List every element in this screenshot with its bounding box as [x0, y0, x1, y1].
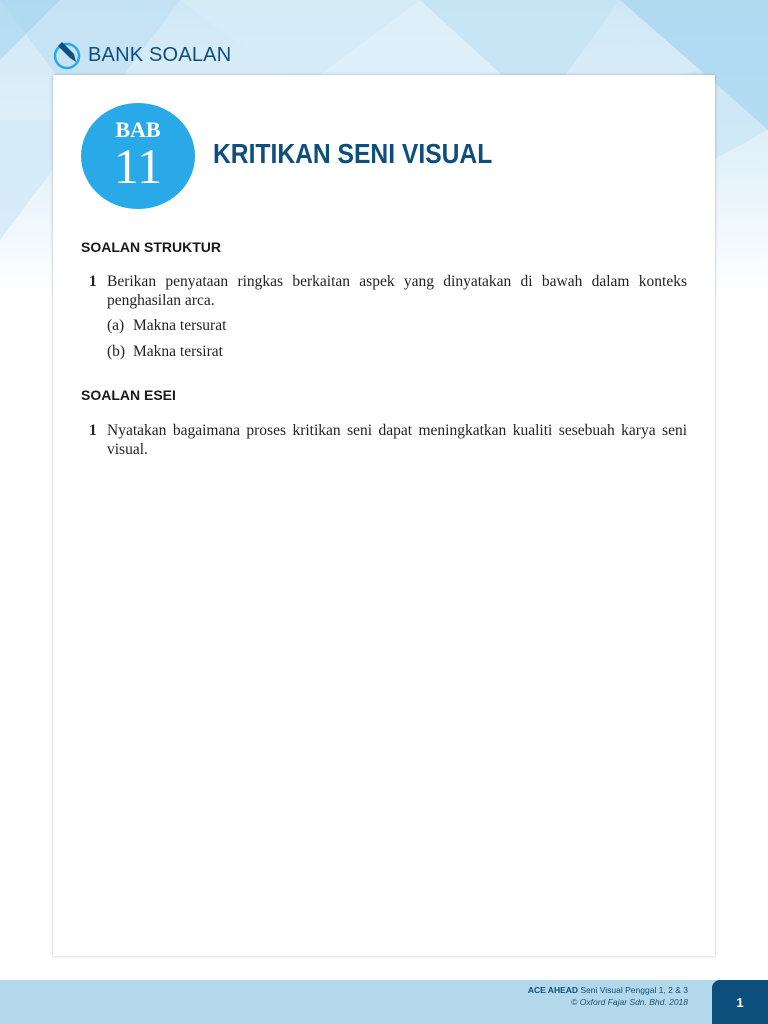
- page-number: 1: [736, 994, 744, 1010]
- book-title: Seni Visual Penggal 1, 2 & 3: [580, 985, 688, 995]
- question-item: [89, 421, 687, 459]
- copyright-text: © Oxford Fajar Sdn. Bhd. 2018: [571, 997, 688, 1007]
- page-header: [52, 38, 231, 72]
- chapter-title: KRITIKAN SENI VISUAL: [213, 138, 493, 169]
- section-heading-struktur: SOALAN STRUKTUR: [81, 239, 221, 255]
- question-part-a: [107, 317, 226, 335]
- content-panel: [53, 75, 715, 956]
- question-number: 1: [89, 273, 97, 290]
- section-heading-esei: SOALAN ESEI: [81, 387, 176, 403]
- chapter-badge: [81, 103, 195, 209]
- page-number-tab: [712, 980, 768, 1024]
- book-info: [528, 984, 688, 1008]
- pen-icon: [52, 40, 82, 70]
- page-footer: [0, 980, 768, 1024]
- part-text: Makna tersirat: [133, 343, 223, 360]
- question-text: Nyatakan bagaimana proses kritikan seni dapat meningkatkan kualiti sesebuah karya seni visual.: [107, 422, 687, 458]
- question-item: [89, 272, 687, 310]
- chapter-number: 11: [113, 138, 163, 194]
- chapter-label: BAB: [115, 117, 161, 142]
- part-text: Makna tersurat: [133, 317, 227, 334]
- question-part-b: [107, 343, 223, 361]
- header-title: BANK SOALAN: [88, 43, 232, 66]
- part-label: (b): [107, 343, 126, 360]
- part-label: (a): [107, 317, 125, 334]
- series-name: ACE AHEAD: [527, 985, 579, 995]
- question-number: 1: [89, 422, 97, 439]
- question-text: Berikan penyataan ringkas berkaitan aspek yang dinyatakan di bawah dalam konteks penghasilan arca.: [107, 273, 687, 309]
